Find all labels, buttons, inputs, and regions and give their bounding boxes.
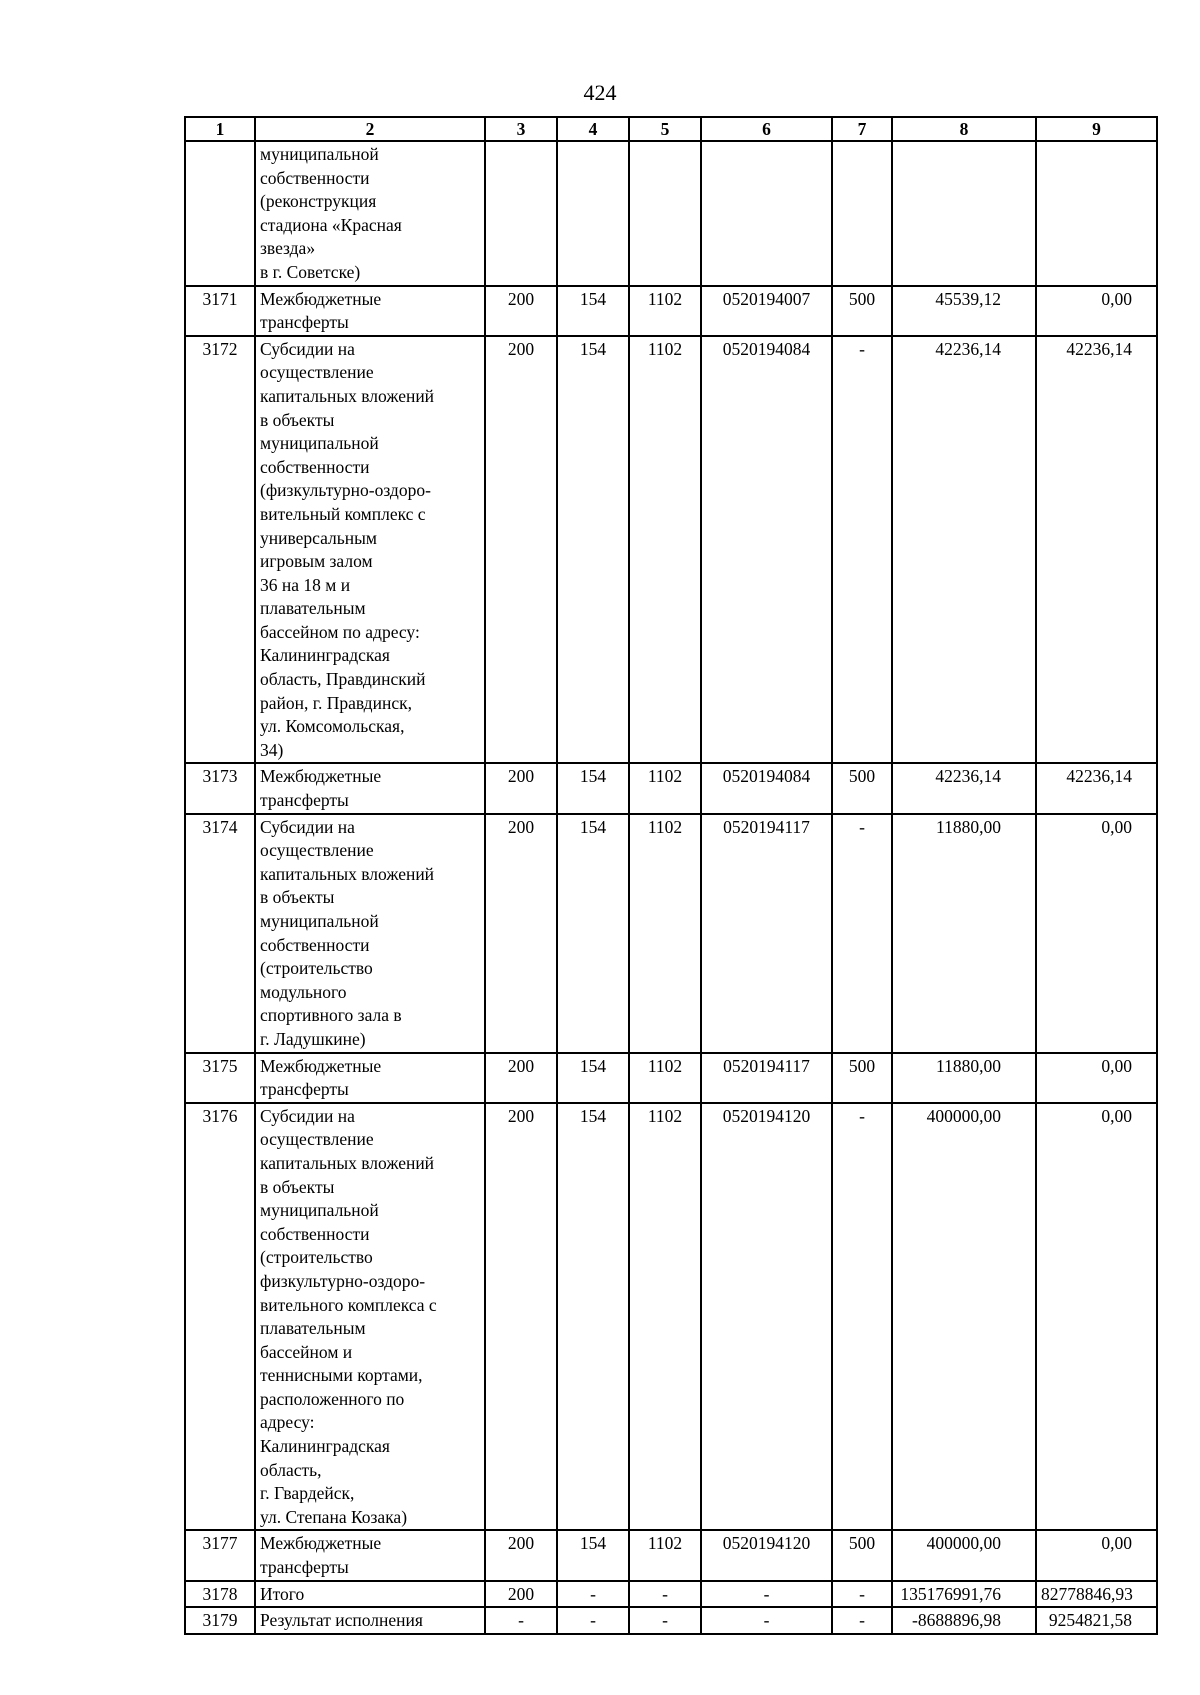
amount-cell: 0,00 [1036,286,1157,336]
code-cell: 154 [557,1530,629,1580]
code-cell: 0520194084 [701,763,832,813]
column-header: 7 [832,117,892,141]
column-header: 9 [1036,117,1157,141]
amount-cell: 135176991,76 [892,1581,1036,1608]
amount-cell [1036,141,1157,286]
table-row [185,286,1157,336]
code-cell: - [832,336,892,764]
description-cell: Межбюджетные трансферты [255,1053,485,1103]
amount-cell: 42236,14 [892,336,1036,764]
code-cell: 200 [485,1103,557,1531]
table-row [185,1053,1157,1103]
code-cell: 154 [557,1053,629,1103]
table-header-row [185,117,1157,141]
code-cell: - [832,1581,892,1608]
code-cell: 500 [832,763,892,813]
code-cell: 0520194117 [701,814,832,1053]
code-cell: - [832,814,892,1053]
code-cell: 154 [557,763,629,813]
code-cell: 0520194120 [701,1103,832,1531]
row-number-cell [185,141,255,286]
amount-cell [892,141,1036,286]
code-cell [557,141,629,286]
row-number-cell: 3172 [185,336,255,764]
row-number-cell: 3177 [185,1530,255,1580]
amount-cell: 0,00 [1036,814,1157,1053]
code-cell: - [557,1581,629,1608]
code-cell: 1102 [629,1053,701,1103]
code-cell: 154 [557,286,629,336]
code-cell: - [485,1607,557,1634]
amount-cell: 42236,14 [1036,763,1157,813]
code-cell: 200 [485,763,557,813]
row-number-cell: 3179 [185,1607,255,1634]
code-cell: - [832,1607,892,1634]
description-cell: Межбюджетные трансферты [255,1530,485,1580]
amount-cell: 11880,00 [892,1053,1036,1103]
code-cell: 1102 [629,1103,701,1531]
description-cell: Межбюджетные трансферты [255,286,485,336]
code-cell: - [629,1581,701,1608]
code-cell: - [701,1581,832,1608]
row-number-cell: 3171 [185,286,255,336]
amount-cell: 0,00 [1036,1530,1157,1580]
description-cell: Субсидии на осуществление капитальных вложений в объекты муниципальной собственности (физкультурно-оздоро- вительный комплекс с универсальным игровым залом 36 на 18 м и плавательным бассейном по адресу: Калининградская область, Правдинский район, г. Правдинск, ул. Комсомольская, 34) [255,336,485,764]
amount-cell: 0,00 [1036,1053,1157,1103]
code-cell: 500 [832,286,892,336]
code-cell: 200 [485,1530,557,1580]
code-cell: 200 [485,1053,557,1103]
code-cell: 154 [557,1103,629,1531]
code-cell: 154 [557,814,629,1053]
amount-cell: 42236,14 [892,763,1036,813]
code-cell [701,141,832,286]
table-row [185,336,1157,764]
column-header: 3 [485,117,557,141]
amount-cell: 82778846,93 [1036,1581,1157,1608]
column-header: 6 [701,117,832,141]
code-cell: - [832,1103,892,1531]
table-row [185,763,1157,813]
code-cell: - [629,1607,701,1634]
description-cell: Субсидии на осуществление капитальных вложений в объекты муниципальной собственности (строительство модульного спортивного зала в г. Ладушкине) [255,814,485,1053]
code-cell: 200 [485,814,557,1053]
column-header: 2 [255,117,485,141]
code-cell: 0520194120 [701,1530,832,1580]
code-cell: 200 [485,1581,557,1608]
code-cell: 154 [557,336,629,764]
description-cell: Итого [255,1581,485,1608]
description-cell: муниципальной собственности (реконструкция стадиона «Красная звезда» в г. Советске) [255,141,485,286]
row-number-cell: 3178 [185,1581,255,1608]
row-number-cell: 3175 [185,1053,255,1103]
amount-cell: 45539,12 [892,286,1036,336]
table-row [185,1581,1157,1608]
table-row [185,814,1157,1053]
budget-table [184,116,1158,1635]
amount-cell: 9254821,58 [1036,1607,1157,1634]
row-number-cell: 3176 [185,1103,255,1531]
description-cell: Субсидии на осуществление капитальных вложений в объекты муниципальной собственности (строительство физкультурно-оздоро- вительного комплекса с плавательным бассейном и теннисными кортами, расположенного по адресу: Калининградская область, г. Гвардейск, ул. Степана Козака) [255,1103,485,1531]
code-cell: 1102 [629,336,701,764]
code-cell: 0520194007 [701,286,832,336]
amount-cell: -8688896,98 [892,1607,1036,1634]
code-cell: 1102 [629,814,701,1053]
table-row [185,1530,1157,1580]
amount-cell: 0,00 [1036,1103,1157,1531]
code-cell [629,141,701,286]
code-cell: - [557,1607,629,1634]
description-cell: Межбюджетные трансферты [255,763,485,813]
code-cell: 200 [485,336,557,764]
description-cell: Результат исполнения [255,1607,485,1634]
code-cell [832,141,892,286]
amount-cell: 400000,00 [892,1530,1036,1580]
code-cell [485,141,557,286]
code-cell: 0520194117 [701,1053,832,1103]
column-header: 1 [185,117,255,141]
code-cell: 1102 [629,763,701,813]
code-cell: 500 [832,1530,892,1580]
row-number-cell: 3174 [185,814,255,1053]
code-cell: 1102 [629,286,701,336]
column-header: 4 [557,117,629,141]
table-row [185,1607,1157,1634]
page-number: 424 [583,80,617,105]
amount-cell: 42236,14 [1036,336,1157,764]
code-cell: - [701,1607,832,1634]
row-number-cell: 3173 [185,763,255,813]
column-header: 8 [892,117,1036,141]
amount-cell: 11880,00 [892,814,1036,1053]
code-cell: 1102 [629,1530,701,1580]
table-row [185,141,1157,286]
table-row [185,1103,1157,1531]
column-header: 5 [629,117,701,141]
code-cell: 500 [832,1053,892,1103]
code-cell: 0520194084 [701,336,832,764]
amount-cell: 400000,00 [892,1103,1036,1531]
code-cell: 200 [485,286,557,336]
